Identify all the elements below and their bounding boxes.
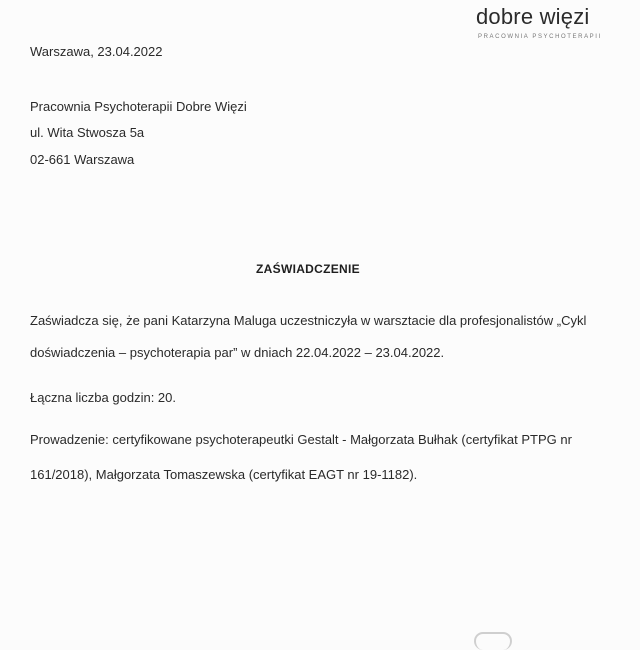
scan-stamp-fragment [474,632,512,650]
lead-line-1: Prowadzenie: certyfikowane psychoterapeutki Gestalt - Małgorzata Bułhak (certyfikat PTPG nr [30,432,572,447]
logo-name: dobre więzi [476,4,590,29]
sender-org: Pracownia Psychoterapii Dobre Więzi [30,99,247,114]
place-date: Warszawa, 23.04.2022 [30,44,163,59]
logo-subtitle: PRACOWNIA PSYCHOTERAPII [478,34,602,40]
hours-line: Łączna liczba godzin: 20. [30,390,176,405]
lead-line-2: 161/2018), Małgorzata Tomaszewska (certyfikat EAGT nr 19-1182). [30,467,418,482]
sender-city: 02-661 Warszawa [30,152,135,167]
sender-street: ul. Wita Stwosza 5a [30,125,145,140]
body-line-2: doświadczenia – psychoterapia par” w dniach 22.04.2022 – 23.04.2022. [30,345,445,360]
document-title: ZAŚWIADCZENIE [256,262,360,276]
body-line-1: Zaświadcza się, że pani Katarzyna Maluga uczestniczyła w warsztacie dla profesjonalistów „Cykl [30,313,587,328]
logo [476,2,616,40]
